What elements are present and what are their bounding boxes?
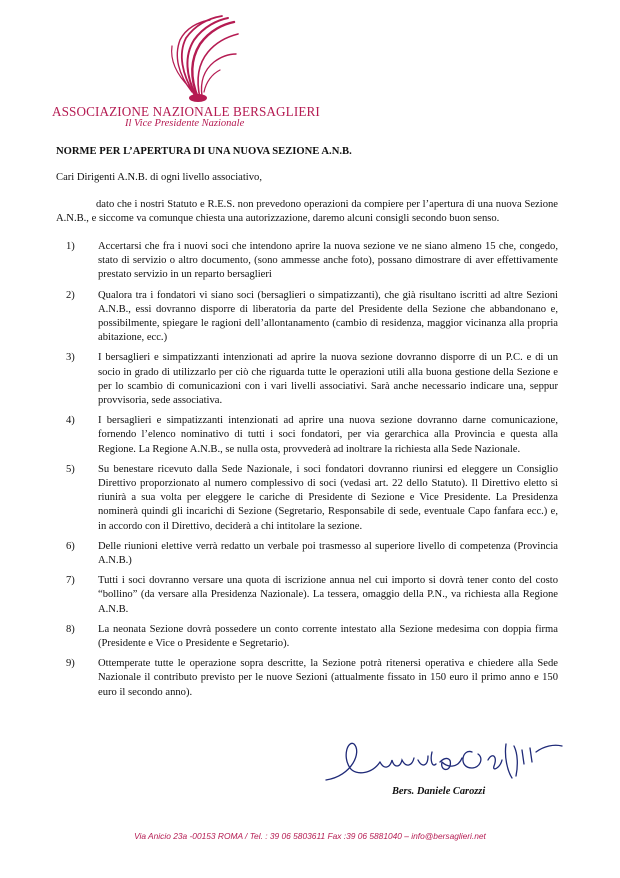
signer-name: Bers. Daniele Carozzi (392, 786, 486, 797)
list-item-text: Accertarsi che fra i nuovi soci che intendono aprire la nuova sezione ve ne siano almeno 15 che, congedo, stato di servizio o altro documento, (sono ammesse anche foto), possano dimostrare di aver effettivamente prestato servizio in un reparto bersaglieri (98, 241, 558, 281)
document-title: NORME PER L’APERTURA DI UNA NUOVA SEZIONE A.N.B. (56, 146, 352, 157)
list-item (56, 289, 558, 346)
organization-name: ASSOCIAZIONE NAZIONALE BERSAGLIERI (52, 104, 320, 119)
list-item-text: I bersaglieri e simpatizzanti intenzionati ad aprire la nuova sezione dovranno disporre di un P.C. e di un socio in grado di utilizzarlo per ciò che riguarda tutte le operazioni utili alla buona gestione della Sezione e per lo scambio di comunicazioni con i vari livelli associativi. Sarà anche necessario indicare una, seppur provvisoria, sede associativa. (98, 352, 558, 407)
handwritten-signature (322, 738, 572, 790)
list-item-number: 4) (66, 415, 75, 427)
list-item (56, 574, 558, 617)
list-item-text: Tutti i soci dovranno versare una quota di iscrizione annua nel cui importo si dovrà tener conto del costo “bollino” (da versare alla Presidenza Nazionale). La tessera, omaggio della P.N., va richiesta alla Regione A.N.B. (98, 575, 558, 615)
list-item (56, 414, 558, 457)
list-item (56, 657, 558, 700)
organization-subtitle: Il Vice Presidente Nazionale (125, 118, 245, 129)
list-item-number: 9) (66, 658, 75, 670)
list-item (56, 240, 558, 283)
list-item-number: 8) (66, 623, 75, 635)
list-item-number: 6) (66, 540, 75, 552)
list-item (56, 623, 558, 651)
list-item-text: La neonata Sezione dovrà possedere un conto corrente intestato alla Sezione medesima con doppia firma (Presidente e Vice o Presidente e Segretario). (98, 623, 558, 650)
list-item-text: Su benestare ricevuto dalla Sede Nazionale, i soci fondatori dovranno riunirsi ed eleggere un Consiglio Direttivo proporzionato al numero complessivo di soci (vedasi art. 22 dello Statuto). Il Direttivo eletto si riunirà a sua volta per eleggere le cariche di Presidente di Sezione e Vice Presidente. La Presidenza nominerà quindi gli incarichi di Sezione (Segretario, Responsabile di sede, eventuale Capo fanfara ecc.) e, in accordo con il Direttivo, deciderà a chi intitolare la sezione. (98, 463, 558, 532)
plumed-hat-logo-icon (160, 12, 240, 104)
list-item-text: Delle riunioni elettive verrà redatto un verbale poi trasmesso al superiore livello di competenza (Provincia A.N.B.) (98, 540, 558, 567)
list-item-number: 2) (66, 289, 75, 301)
intro-paragraph: dato che i nostri Statuto e R.E.S. non prevedono operazioni da compiere per l’apertura di una nuova Sezione A.N.B., e siccome va comunque chiesta una autorizzazione, daremo alcuni consigli secondo buon senso. (56, 199, 558, 225)
salutation: Cari Dirigenti A.N.B. di ogni livello associativo, (56, 172, 262, 183)
list-item-number: 3) (66, 352, 75, 364)
list-item-text: Qualora tra i fondatori vi siano soci (bersaglieri o simpatizzanti), che già risultano iscritti ad altre Sezioni A.N.B., essi dovranno disporre di liberatoria da parte del Presidente della Sezione che abbandonano e, possibilmente, spiegare le ragioni dell’allontanamento (cambio di residenza, maggior vicinanza alla propria abitazione, ecc.) (98, 289, 558, 344)
list-item (56, 540, 558, 568)
list-item-text: Ottemperate tutte le operazione sopra descritte, la Sezione potrà ritenersi operativa e chiedere alla Sede Nazionale il contributo previsto per le nuove Sezioni (attualmente fissato in 150 euro il primo anno e 150 euro il secondo anno). (98, 658, 558, 698)
footer-contact: Via Anicio 23a -00153 ROMA / Tel. : 39 06 5803611 Fax :39 06 5881040 – info@bersaglieri.net (134, 831, 486, 841)
list-item-number: 1) (66, 241, 75, 252)
rules-list (56, 240, 558, 706)
list-item-number: 5) (66, 463, 75, 475)
list-item (56, 351, 558, 408)
list-item-text: I bersaglieri e simpatizzanti intenzionati ad aprire una nuova sezione dovranno darne comunicazione, fornendo l’elenco nominativo di tutti i soci fondatori, per via gerarchica alla Provincia e questa alla Regione. La Regione A.N.B., se nulla osta, provvederà ad inoltrare la richiesta alla Sede Nazionale. (98, 415, 558, 455)
list-item (56, 463, 558, 534)
list-item-number: 7) (66, 575, 75, 587)
